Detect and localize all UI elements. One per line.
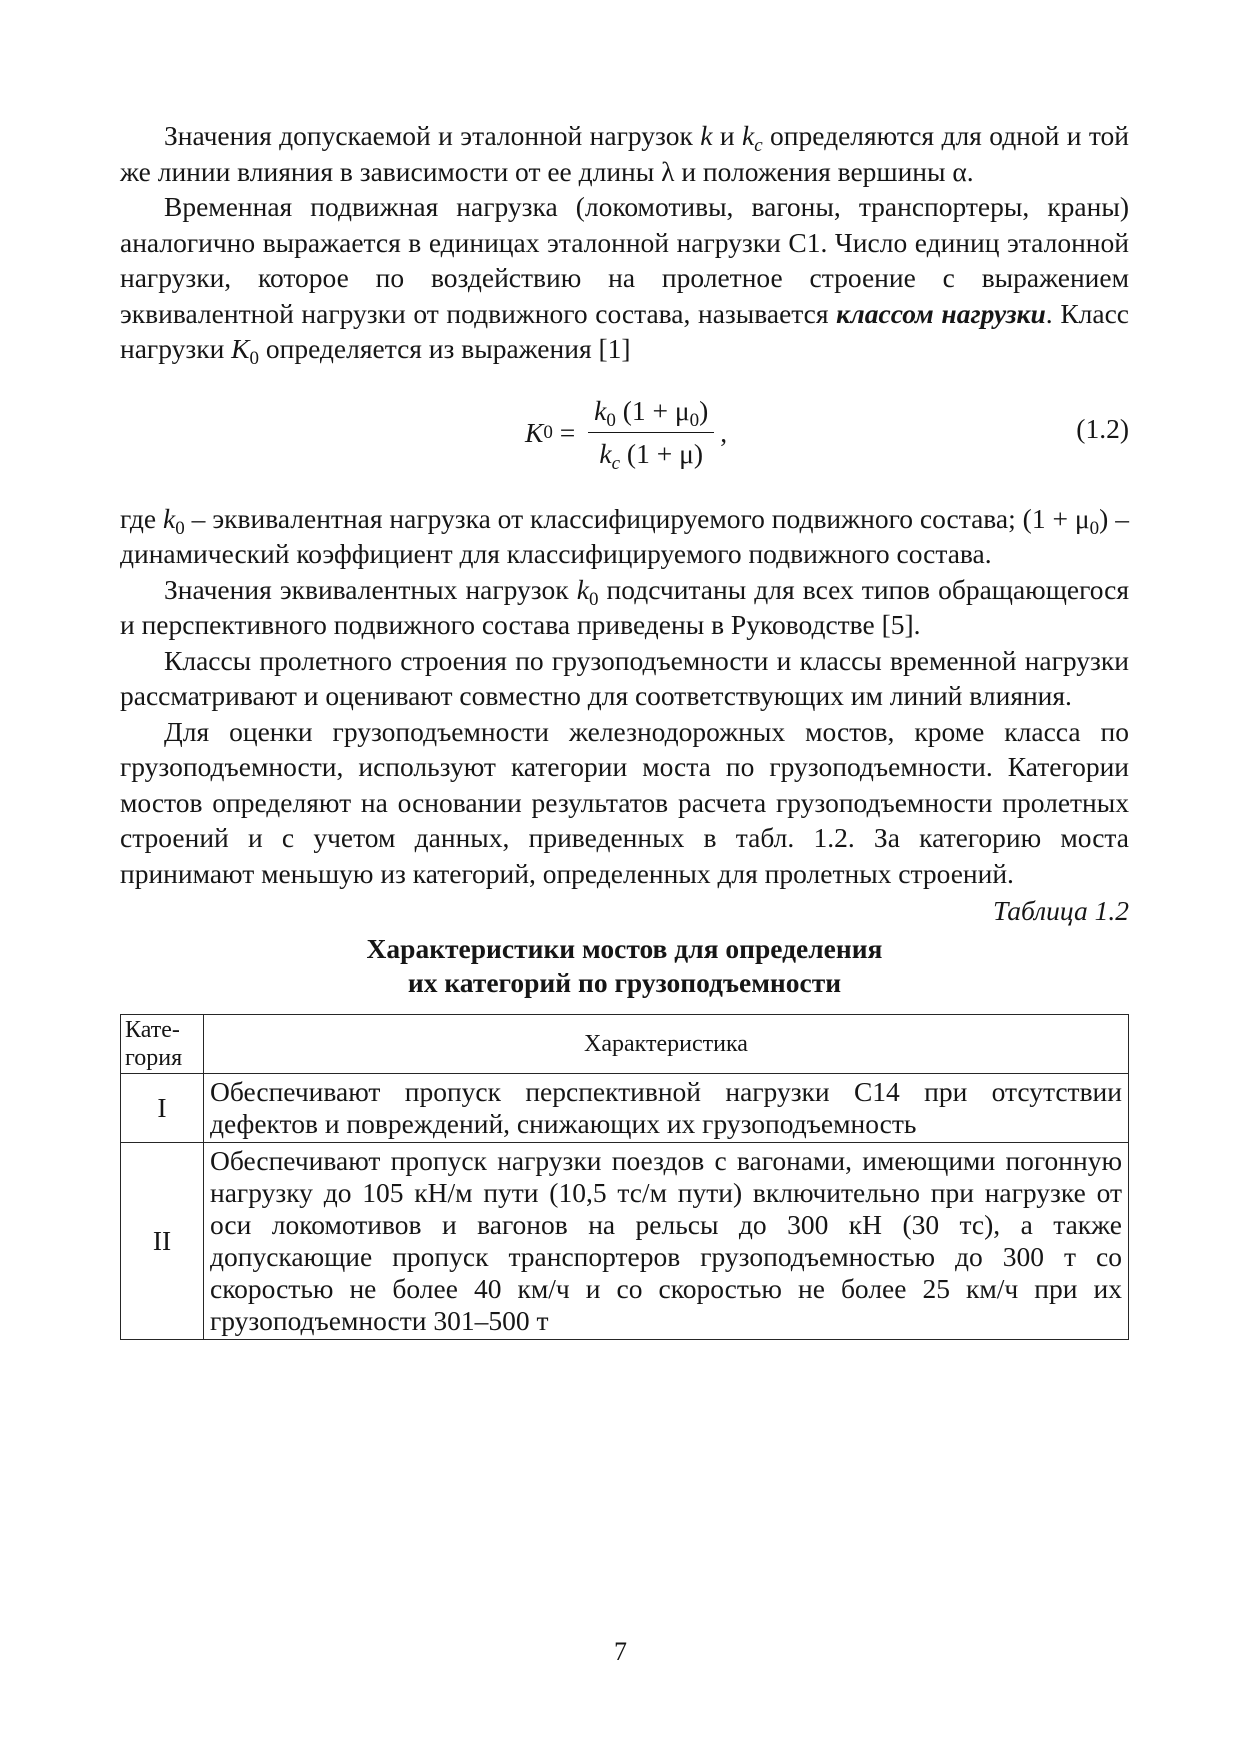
table-title (120, 932, 1129, 1000)
text: и (712, 120, 742, 151)
text: Значения эквивалентных нагрузок (164, 573, 577, 605)
formula-fraction (588, 394, 714, 474)
term-load-class: классом нагрузки (836, 297, 1046, 329)
row-category: II (121, 1143, 204, 1340)
subscript-0: 0 (1089, 517, 1100, 539)
symbol-k0: k (576, 573, 589, 605)
num-rest: (1 + μ (615, 395, 690, 426)
table-row (121, 1074, 1129, 1143)
paragraph-4 (120, 572, 1129, 643)
paragraph-5: Классы пролетного строения по грузоподъемности и классы временной нагрузки рассматривают и оценивают совместно для соответствующих им линий влияния. (120, 644, 1129, 711)
row-text: Обеспечивают пропуск перспективной нагрузки С14 при отсутствии дефектов и повреждений, снижающих их грузоподъемность (204, 1074, 1129, 1143)
table-label: Таблица 1.2 (992, 895, 1129, 926)
paragraph-6: Для оценки грузоподъемности железнодорожных мостов, кроме класса по грузоподъемности, используют категории моста по грузоподъемности. Категории мостов определяют на основании результатов расчета грузоподъемности пролетных строений и с учетом данных, приведенных в табл. 1.2. За категорию моста принимают меньшую из категорий, определенных для пролетных строений. (120, 715, 1129, 889)
formula-numerator (588, 394, 714, 433)
den-sub: c (611, 453, 621, 474)
text: Значения допускаемой и эталонной нагрузок (164, 120, 701, 151)
text: подсчитаны для всех типов обращающегося и перспективного подвижного состава приведены в Руководстве [5]. (120, 573, 1129, 640)
formula-lhs: K (525, 416, 544, 448)
symbol-kc: k (741, 120, 755, 151)
paragraph-1 (120, 118, 1129, 189)
text: ) – динамический коэффициент для классифицируемого подвижного состава. (120, 502, 1129, 569)
table-title-line-1: Характеристики мостов для определения (366, 933, 883, 964)
table-title-line-2: их категорий по грузоподъемности (407, 967, 842, 998)
formula-1-2 (120, 383, 1129, 483)
table-row (121, 1143, 1129, 1340)
table-header-row (121, 1015, 1129, 1074)
text: где (120, 502, 164, 534)
formula-equals: = (552, 416, 583, 448)
num-close: ) (699, 395, 709, 426)
text: . Класс нагрузки (120, 297, 1130, 364)
page-number: 7 (614, 1637, 627, 1666)
text: определяется из выражения [1] (259, 333, 631, 364)
paragraph-3 (120, 501, 1129, 572)
num-mu-sub: 0 (689, 410, 700, 431)
header-category-line-2: гория (125, 1045, 183, 1071)
header-category (121, 1015, 204, 1074)
formula-number: (1.2) (1076, 412, 1129, 444)
den-rest: (1 + μ) (620, 438, 703, 469)
paragraph-2 (120, 189, 1129, 367)
den-k: k (599, 438, 612, 469)
subscript-0: 0 (175, 517, 185, 539)
formula-body: K 0 = $\frac{k_0 (1 + \mu_0)}{k_c (1 + \mu)}$ , (525, 395, 728, 474)
text: определяются для одной и той же линии влияния в зависимости от ее длины λ и положения вершины α. (120, 120, 1130, 187)
num-sub: 0 (606, 410, 616, 431)
subscript-c: c (754, 135, 763, 156)
subscript-0: 0 (249, 348, 259, 369)
header-category-line-1: Кате- (125, 1017, 180, 1043)
header-characteristic: Характеристика (204, 1015, 1129, 1074)
page-content (120, 118, 1129, 1340)
row-text: Обеспечивают пропуск нагрузки поездов с вагонами, имеющими погонную нагрузку до 105 кН/м пути (10,5 тс/м пути) включительно при нагрузке от оси локомотивов и вагонов на рельсы до 300 кН (30 тс), а также допускающие пропуск транспортеров грузоподъемностью до 300 т со скоростью не более 40 км/ч и со скоростью не более 25 км/ч при их грузоподъемности 301–500 т (204, 1143, 1129, 1340)
bridge-category-table (120, 1014, 1129, 1340)
symbol-k: k (700, 120, 713, 151)
row-category: I (121, 1074, 204, 1143)
formula-comma: , (720, 416, 728, 448)
text: – эквивалентная нагрузка от классифицируемого подвижного состава; (1 + μ (184, 502, 1090, 534)
subscript-0: 0 (588, 588, 599, 610)
num-k: k (594, 395, 607, 426)
formula-denominator (593, 433, 709, 474)
symbol-k0: k (163, 502, 176, 534)
symbol-K0: K (231, 333, 250, 364)
text: Временная подвижная нагрузка (локомотивы, вагоны, транспортеры, краны) аналогично выражается в единицах эталонной нагрузки С1. Число единиц эталонной нагрузки, которое по воздействию на пролетное строение с выражением эквивалентной нагрузки от подвижного состава, называется (120, 191, 1129, 329)
